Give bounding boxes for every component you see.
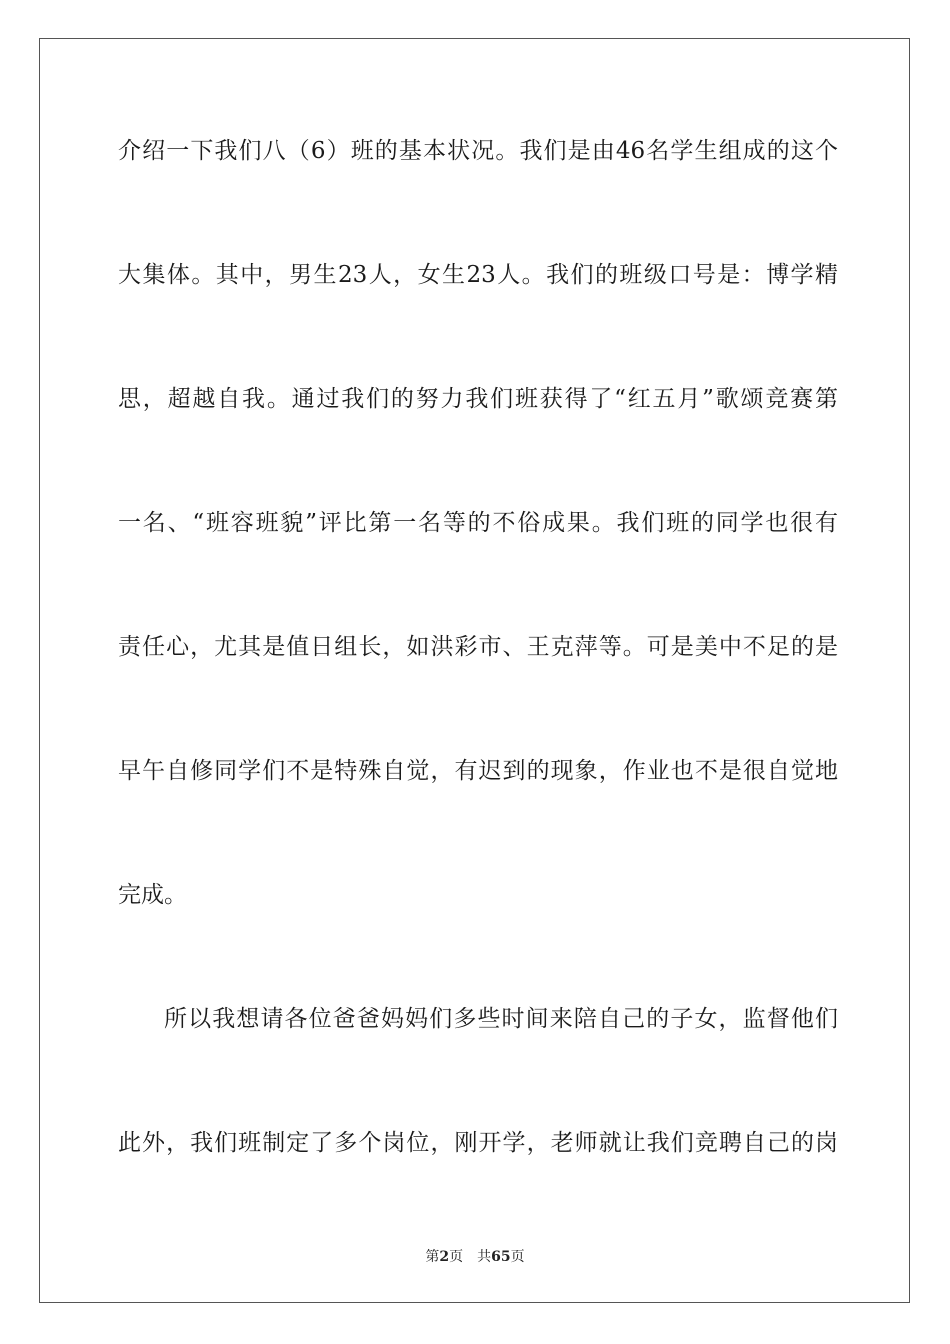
page-number: 2 (439, 1249, 450, 1265)
paragraph-line-4: 一名、“班容班貌”评比第一名等的不俗成果。我们班的同学也很有 (118, 510, 838, 536)
total-pages: 65 (491, 1249, 511, 1265)
page-suffix: 页 (449, 1249, 464, 1265)
page-border (39, 38, 910, 1303)
paragraph-line-8: 所以我想请各位爸爸妈妈们多些时间来陪自己的子女，监督他们 (164, 1006, 838, 1032)
paragraph-line-5: 责任心，尤其是值日组长，如洪彩市、王克萍等。可是美中不足的是 (118, 634, 838, 660)
paragraph-line-9: 此外，我们班制定了多个岗位，刚开学，老师就让我们竞聘自己的岗 (118, 1130, 838, 1156)
paragraph-line-3: 思，超越自我。通过我们的努力我们班获得了“红五月”歌颂竞赛第 (118, 386, 838, 412)
page-prefix: 第 (425, 1249, 440, 1265)
paragraph-line-1: 介绍一下我们八（6）班的基本状况。我们是由46名学生组成的这个 (118, 138, 838, 164)
total-prefix: 共 (477, 1249, 492, 1265)
page-footer (0, 1248, 950, 1266)
paragraph-line-7: 完成。 (118, 882, 187, 908)
total-suffix: 页 (510, 1249, 525, 1265)
paragraph-line-2: 大集体。其中，男生23人，女生23人。我们的班级口号是：博学精 (118, 262, 838, 288)
paragraph-line-6: 早午自修同学们不是特殊自觉，有迟到的现象，作业也不是很自觉地 (118, 758, 838, 784)
